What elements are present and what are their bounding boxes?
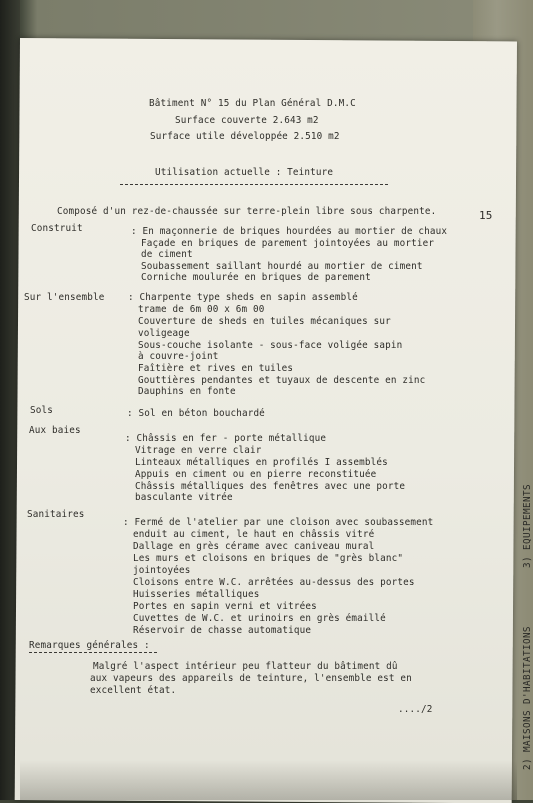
ensemble-line: Dauphins en fonte xyxy=(138,386,236,397)
sanitaires-line: Les murs et cloisons en briques de "grès blanc" xyxy=(133,553,404,564)
remarks-line: Malgré l'aspect intérieur peu flatteur du bâtiment dû xyxy=(93,661,398,672)
binder-label-habitations: 2) MAISONS D'HABITATIONS xyxy=(522,626,533,770)
surface-useful: Surface utile développée 2.510 m2 xyxy=(150,131,340,142)
remarks-heading: Remarques générales : xyxy=(29,640,150,651)
ensemble-line: : Charpente type sheds en sapin assemblé xyxy=(128,292,358,303)
construit-line: : En maçonnerie de briques hourdées au mortier de chaux xyxy=(131,226,448,237)
sanitaires-line: Dallage en grès cérame avec caniveau mural xyxy=(133,541,375,552)
baies-line: basculante vitrée xyxy=(135,492,233,503)
section-label-ensemble: Sur l'ensemble xyxy=(24,292,105,303)
construit-line: de ciment xyxy=(141,249,193,260)
usage-line: Utilisation actuelle : Teinture xyxy=(155,167,334,178)
section-label-construit: Construit xyxy=(31,223,83,234)
ensemble-line: trame de 6m 00 x 6m 00 xyxy=(138,304,265,315)
ensemble-line: Sous-couche isolante - sous-face voligée sapin xyxy=(138,340,403,351)
header-rule xyxy=(120,184,388,185)
page-bottom-shadow xyxy=(20,760,517,800)
construit-line: Soubassement saillant hourdé au mortier de ciment xyxy=(141,261,423,272)
section-label-sols: Sols xyxy=(30,405,53,416)
sanitaires-line: Cloisons entre W.C. arrêtées au-dessus des portes xyxy=(133,577,415,588)
sols-line: : Sol en béton bouchardé xyxy=(127,408,265,419)
ensemble-line: à couvre-joint xyxy=(138,351,219,362)
ensemble-line: voligeage xyxy=(138,328,190,339)
continuation-mark: ..../2 xyxy=(398,704,433,715)
baies-line: : Châssis en fer - porte métallique xyxy=(125,433,327,444)
sanitaires-line: Portes en sapin verni et vitrées xyxy=(133,601,317,612)
sanitaires-line: jointoyées xyxy=(133,565,191,576)
sanitaires-line: Huisseries métalliques xyxy=(133,589,260,600)
ensemble-line: Gouttières pendantes et tuyaux de descente en zinc xyxy=(138,375,426,386)
ensemble-line: Couverture de sheds en tuiles mécaniques sur xyxy=(138,316,391,327)
section-label-sanitaires: Sanitaires xyxy=(27,509,85,520)
sanitaires-line: enduit au ciment, le haut en châssis vitré xyxy=(133,529,375,540)
sanitaires-line: : Fermé de l'atelier par une cloison avec soubassement xyxy=(123,517,434,528)
surface-covered: Surface couverte 2.643 m2 xyxy=(175,115,319,126)
baies-line: Vitrage en verre clair xyxy=(135,445,262,456)
ensemble-line: Faîtière et rives en tuiles xyxy=(138,363,294,374)
remarks-line: excellent état. xyxy=(90,685,177,696)
remarks-underline xyxy=(29,652,157,653)
building-title: Bâtiment N° 15 du Plan Général D.M.C xyxy=(149,98,356,109)
sanitaires-line: Réservoir de chasse automatique xyxy=(133,625,312,636)
section-label-baies: Aux baies xyxy=(29,425,81,436)
construit-line: Corniche moulurée en briques de parement xyxy=(141,272,371,283)
remarks-line: aux vapeurs des appareils de teinture, l'ensemble est en xyxy=(90,673,412,684)
baies-line: Linteaux métalliques en profilés I assemblés xyxy=(135,457,388,468)
construit-line: Façade en briques de parement jointoyées au mortier xyxy=(141,238,435,249)
sanitaires-line: Cuvettes de W.C. et urinoirs en grès émaillé xyxy=(133,613,386,624)
baies-line: Châssis métalliques des fenêtres avec une porte xyxy=(135,481,406,492)
composition-line: Composé d'un rez-de-chaussée sur terre-plein libre sous charpente. xyxy=(57,206,437,217)
baies-line: Appuis en ciment ou en pierre reconstituée xyxy=(135,469,377,480)
page-number: 15 xyxy=(479,209,493,222)
binder-label-equipements: 3) EQUIPEMENTS xyxy=(522,484,533,568)
